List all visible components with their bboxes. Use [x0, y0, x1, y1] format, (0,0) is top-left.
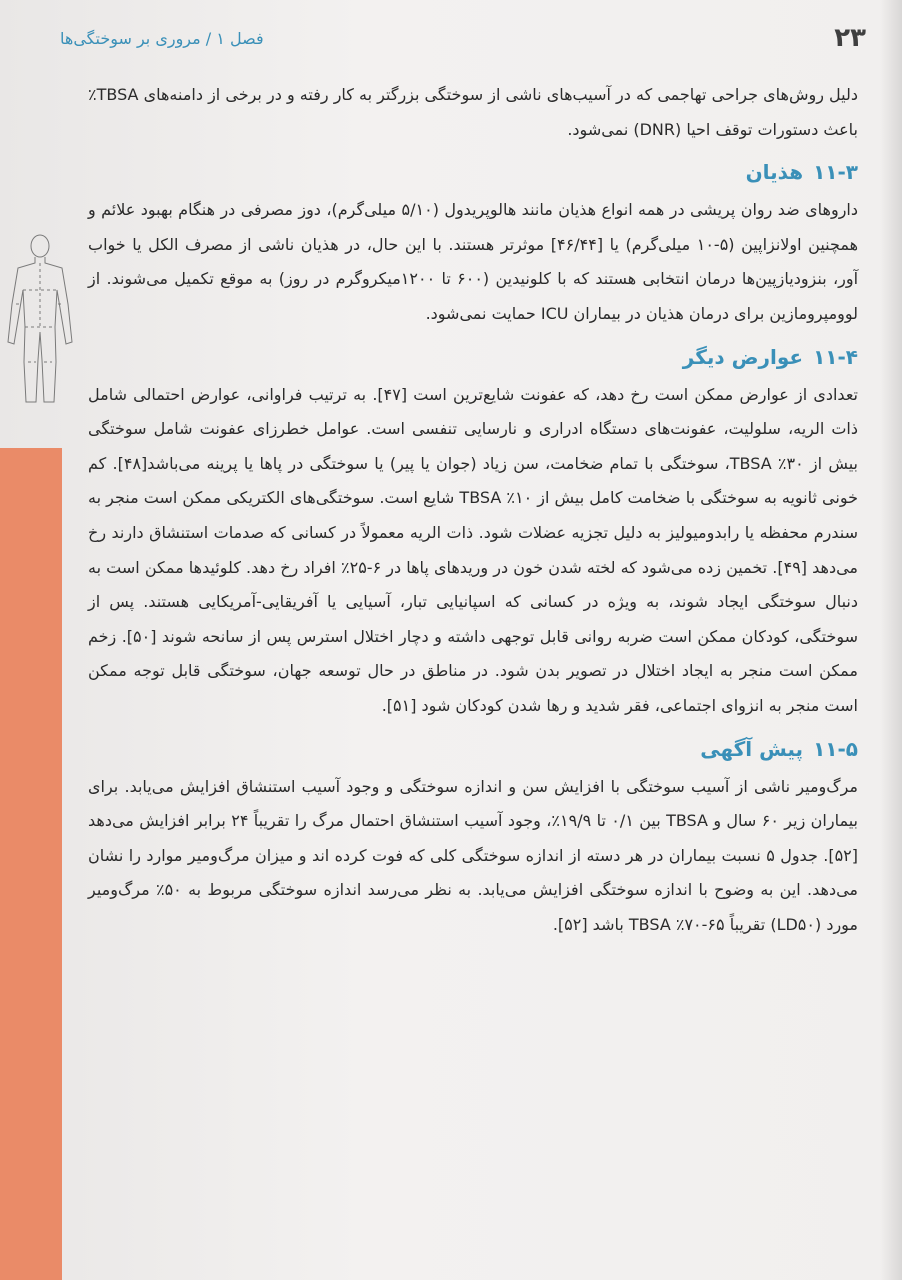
running-title: فصل ۱ / مروری بر سوختگی‌ها [60, 28, 264, 48]
complications-paragraph: تعدادی از عوارض ممکن است رخ دهد، که عفونت شایع‌ترین است [۴۷]. به ترتیب فراوانی، عوارض احتمالی شامل ذات الریه، سلولیت، عفونت‌های دستگاه ادراری و نارسایی تنفسی است. عوامل خطرزای عفونت شامل سوختگی بیش از ۳۰٪ TBSA، سوختگی با تمام ضخامت، سن زیاد (جوان یا پیر) یا سوختگی در پاها یا پرینه می‌باشد[۴۸]. کم خونی ثانویه به سوختگی با ضخامت کامل بیش از ۱۰٪ TBSA شایع است. سوختگی‌های الکتریکی ممکن است منجر به سندرم محفظه یا رابدومیولیز به دلیل تجزیه عضلات شود. ذات الریه معمولاً در کسانی که صدمات استنشاق دارند رخ می‌دهد [۴۹]. تخمین زده می‌شود که لخته شدن خون در وریدهای پاها در ۶-۲۵٪ افراد رخ دهد. کلوئیدها ممکن است به دنبال سوختگی ایجاد شوند، به ویژه در کسانی که اسپانیایی تبار، آسیایی یا آفریقایی-آمریکایی هستند. پس از سوختگی، کودکان ممکن است ضربه روانی قابل توجهی داشته و دچار اختلال استرس پس از سانحه شوند [۵۰]. زخم ممکن است منجر به ایجاد اختلال در تصویر بدن شود. در مناطق در حال توسعه جهان، سوختگی قابل توجه ممکن است منجر به انزوای اجتماعی، فقر شدید و رها شدن کودکان شود [۵۱]. [88, 384, 859, 715]
section-heading-complications [88, 342, 858, 372]
page-number: ۲۳ [834, 23, 866, 53]
delirium-paragraph: داروهای ضد روان پریشی در همه انواع هذیان مانند هالوپریدول (۵/۱۰ میلی‌گرم)، دوز مصرفی در هنگام بهبود علائم و همچنین اولانزاپین (۵-۱۰ میلی‌گرم) یا [۴۶/۴۴] موثرتر هستند. با این حال، در هذیان ناشی از مصرف الکل یا خواب آور، بنزودیازپین‌ها درمان انتخابی هستند که با کلونیدین (۶۰۰ تا ۱۲۰۰میکروگرم در روز) به موقع تکمیل می‌شوند. از لوومپرومازین برای درمان هذیان در بیماران ICU حمایت نمی‌شود. [88, 200, 859, 323]
section-number: ۱۱-۴ [813, 344, 858, 369]
page-body [88, 78, 858, 942]
section-title: پیش آگهی [700, 736, 804, 761]
page-header [60, 22, 866, 54]
intro-paragraph: دلیل روش‌های جراحی تهاجمی که در آسیب‌های ناشی از سوختگی بزرگتر به کار رفته و در برخی از دامنه‌های TBSA٪ باعث دستورات توقف احیا (DNR) نمی‌شود. [88, 85, 858, 139]
body-outline-icon [2, 232, 78, 407]
chapter-color-tab [0, 448, 62, 1280]
section-heading-delirium [88, 157, 858, 187]
page-gutter-shadow [880, 0, 902, 1280]
section-number: ۱۱-۵ [813, 736, 858, 761]
section-heading-prognosis [88, 734, 858, 764]
section-title: هذیان [745, 160, 804, 185]
section-title: عوارض دیگر [682, 344, 804, 369]
prognosis-paragraph: مرگ‌ومیر ناشی از آسیب سوختگی با افزایش سن و اندازه سوختگی و وجود آسیب استنشاق افزایش می‌یابد. برای بیماران زیر ۶۰ سال و TBSA بین ۰/۱ تا ۱۹/۹٪، وجود آسیب استنشاق احتمال مرگ را تقریباً ۲۴ برابر افزایش می‌دهد [۵۲]. جدول ۵ نسبت بیماران در هر دسته از اندازه سوختگی کلی که فوت کرده اند و میزان مرگ‌ومیر موارد را نشان می‌دهد. این به وضوح با اندازه سوختگی افزایش می‌یابد. به نظر می‌رسد اندازه سوختگی مربوط به ۵۰٪ مرگ‌ومیر مورد (LD۵۰) تقریباً ۶۵-۷۰٪ TBSA باشد [۵۲]. [88, 776, 859, 934]
section-number: ۱۱-۳ [813, 160, 858, 185]
